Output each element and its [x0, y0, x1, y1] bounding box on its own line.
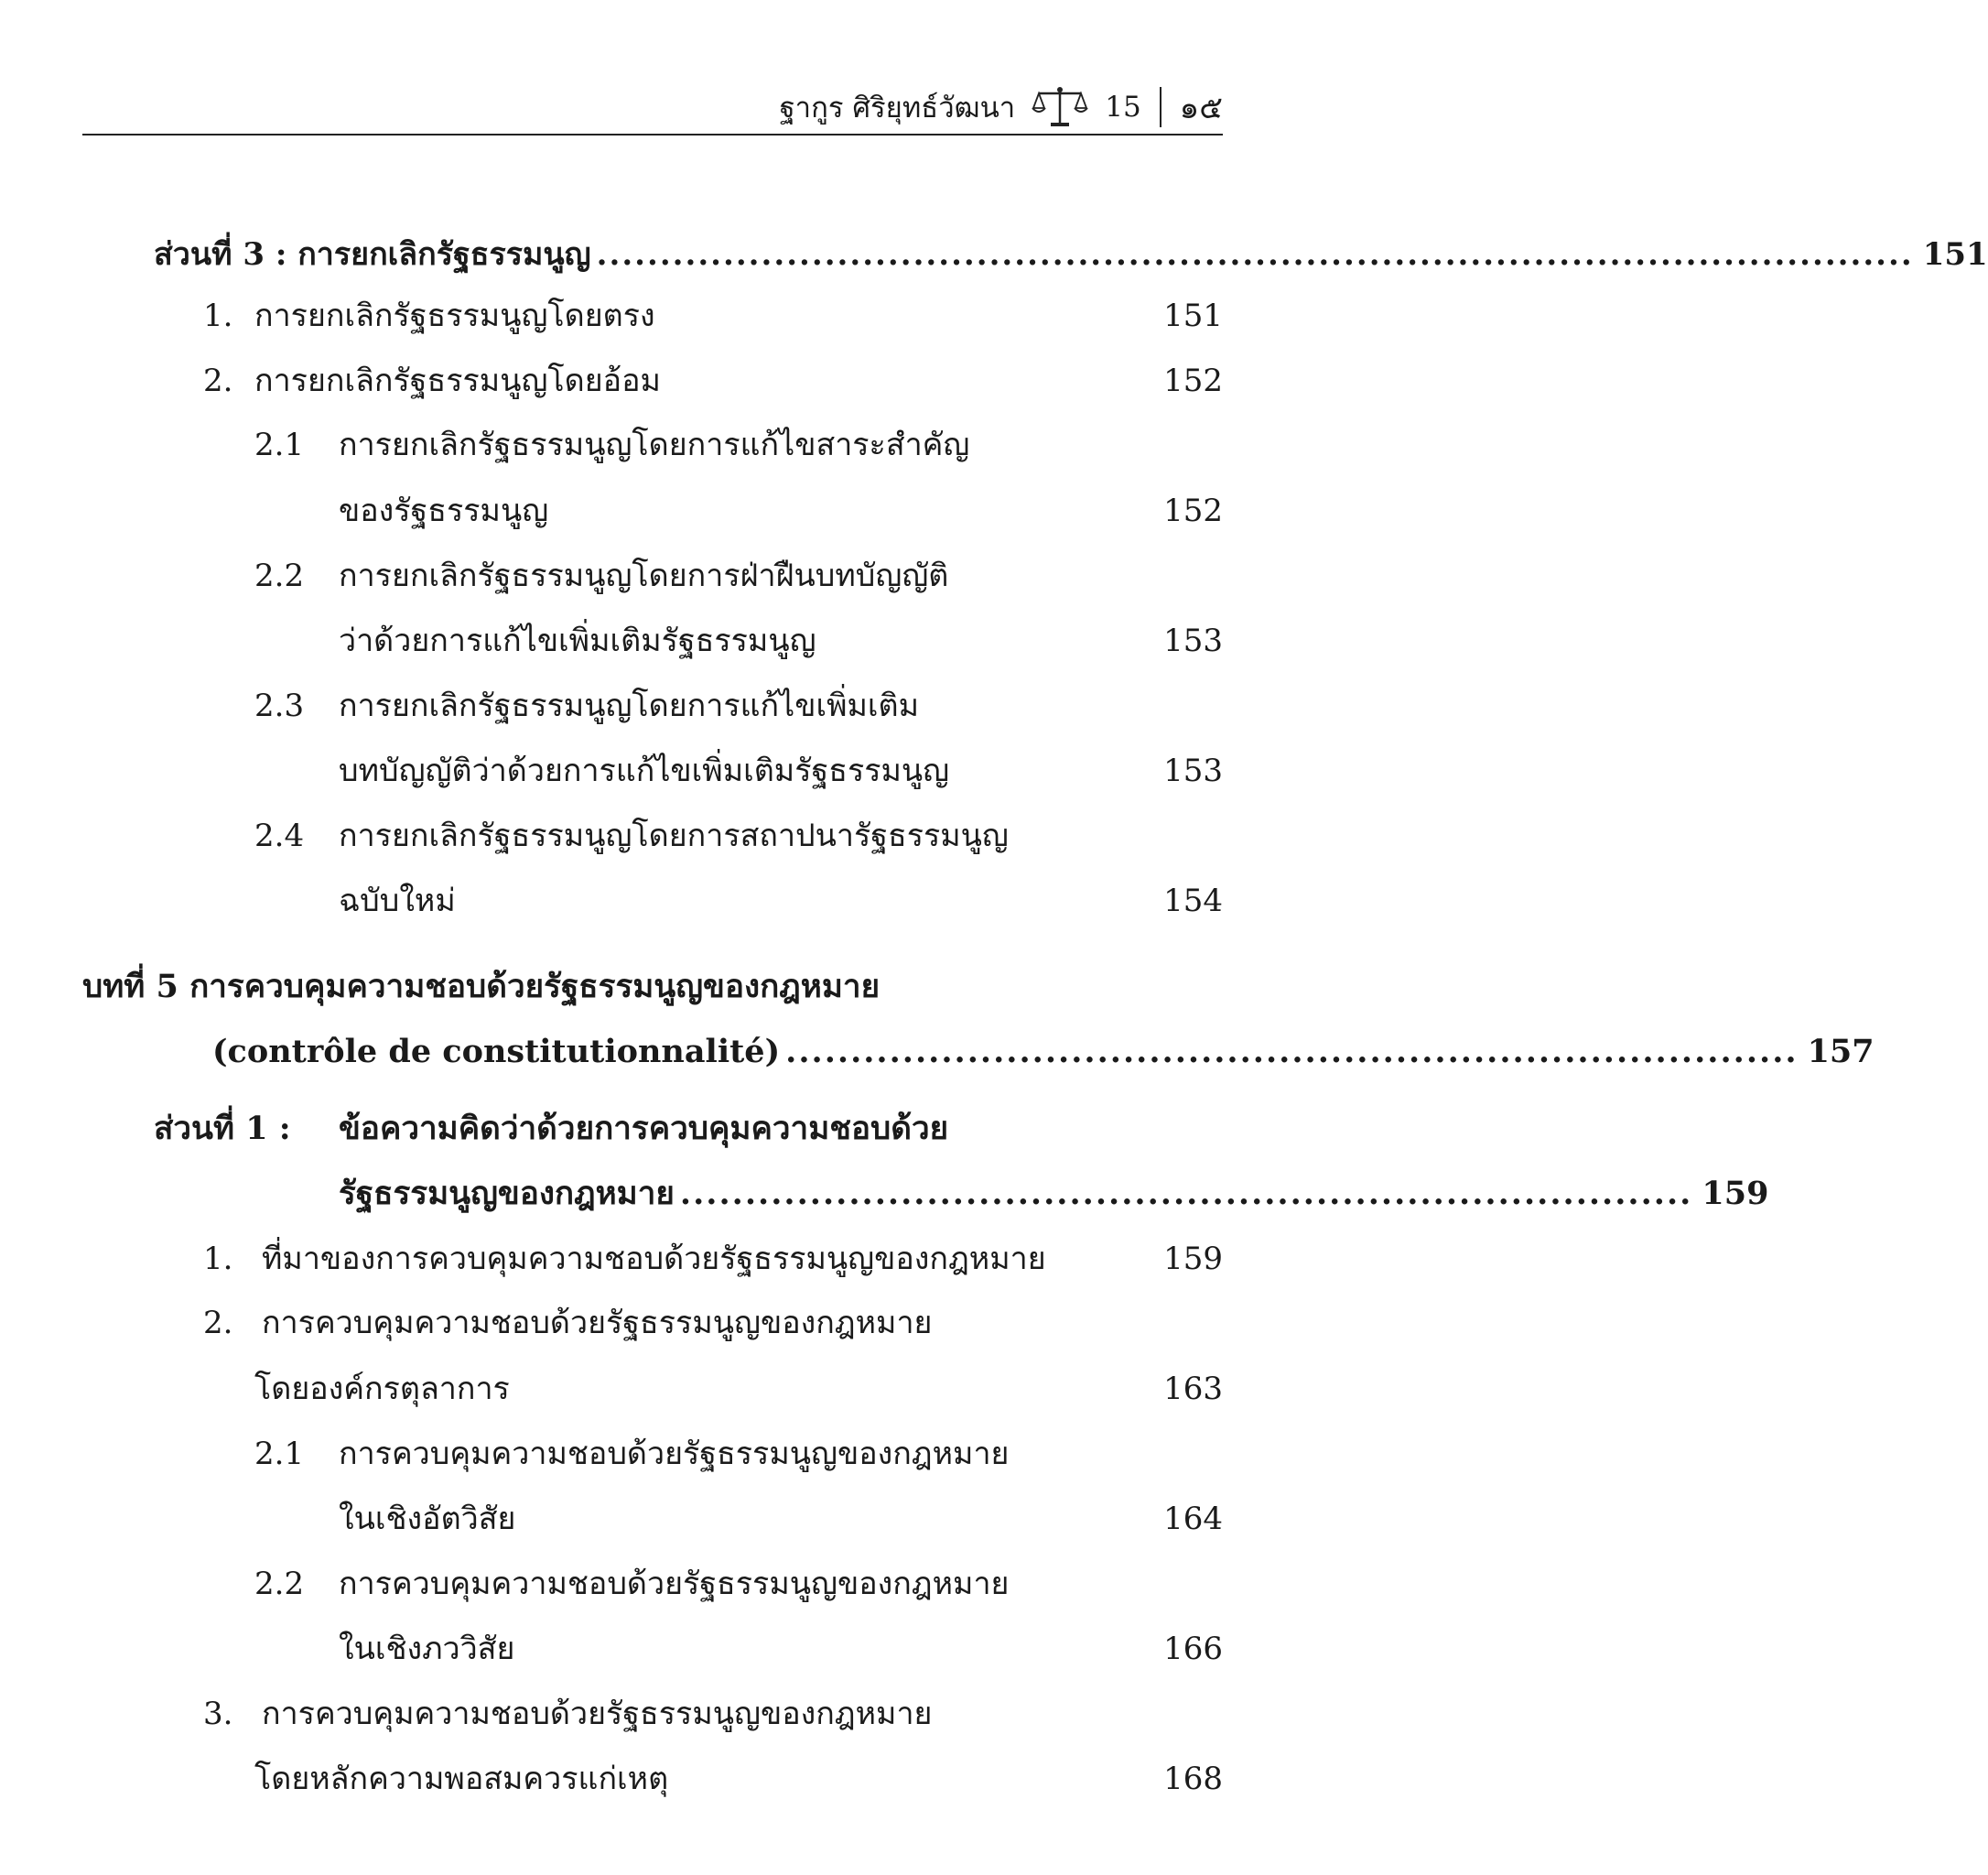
toc-entry-title: การยกเลิกรัฐธรรมนูญโดยตรง — [254, 298, 655, 334]
toc-page-number: 153 — [1163, 623, 1223, 659]
toc-page-number: 153 — [1163, 753, 1223, 789]
toc-entry-title: การยกเลิกรัฐธรรมนูญโดยการแก้ไขสาระสำคัญ — [339, 427, 970, 463]
toc-entry-title: การยกเลิกรัฐธรรมนูญโดยการแก้ไขเพิ่มเติม — [339, 688, 920, 724]
toc-entry-title: ที่มาของการควบคุมความชอบด้วยรัฐธรรมนูญของกฎหมาย — [262, 1241, 1046, 1277]
toc-entry-number: 3. — [203, 1696, 233, 1732]
toc-entry-title-cont: ฉบับใหม่ — [339, 883, 456, 919]
toc-entry-ch5 — [212, 1031, 1875, 1073]
toc-entry-title-cont: ในเชิงอัตวิสัย — [339, 1501, 516, 1537]
toc-entry-title: การยกเลิกรัฐธรรมนูญโดยการฝ่าฝืนบทบัญญัติ — [339, 558, 949, 594]
toc-page-number: 166 — [1163, 1631, 1223, 1667]
toc-page-number: 163 — [1163, 1371, 1223, 1407]
toc-entry-number: 2.1 — [254, 427, 305, 463]
toc-entry-title-cont: ว่าด้วยการแก้ไขเพิ่มเติมรัฐธรรมนูญ — [339, 623, 816, 659]
running-header — [82, 81, 1223, 135]
toc-page-number: 159 — [1163, 1241, 1223, 1277]
toc-entry-title-cont: บทบัญญัติว่าด้วยการแก้ไขเพิ่มเติมรัฐธรรมนูญ — [339, 753, 950, 789]
toc-page-number: 151 — [1922, 236, 1988, 273]
toc-entry-title-cont: โดยองค์กรตุลาการ — [254, 1371, 510, 1407]
toc-entry-title: การยกเลิกรัฐธรรมนูญโดยการสถาปนารัฐธรรมนูญ — [339, 818, 1009, 854]
dot-leader: ........................................................................................................ — [596, 236, 1914, 273]
chapter-heading: บทที่ 5 การควบคุมความชอบด้วยรัฐธรรมนูญของกฎหมาย — [82, 968, 881, 1005]
toc-entry-title-cont: รัฐธรรมนูญของกฎหมาย — [339, 1175, 675, 1212]
dot-leader: .............................................................................. — [785, 1033, 1799, 1070]
toc-page-number: 164 — [1163, 1501, 1223, 1537]
author-name: ฐากูร ศิริยุทธ์วัฒนา — [779, 92, 1016, 125]
toc-entry-number: 2.4 — [254, 818, 305, 854]
toc-entry-title: ข้อความคิดว่าด้วยการควบคุมความชอบด้วย — [339, 1110, 949, 1147]
toc-entry-title-cont: (contrôle de constitutionnalité) — [212, 1033, 781, 1070]
toc-entry-title: การควบคุมความชอบด้วยรัฐธรรมนูญของกฎหมาย — [339, 1566, 1010, 1602]
toc-entry-part1 — [339, 1173, 1769, 1215]
toc-entry-number: 2. — [203, 363, 233, 399]
toc-entry-number: ส่วนที่ 1 : — [154, 1110, 291, 1147]
dot-leader: .............................................................................. — [679, 1175, 1693, 1212]
toc-entry-number: 2.1 — [254, 1436, 305, 1472]
toc-page-number: 151 — [1163, 298, 1223, 334]
toc-entry-number: 2. — [203, 1305, 233, 1341]
toc-entry-title: การควบคุมความชอบด้วยรัฐธรรมนูญของกฎหมาย — [262, 1696, 933, 1732]
toc-page-number: 168 — [1163, 1761, 1223, 1797]
toc-page-number: 154 — [1163, 883, 1223, 919]
toc-entry-part3 — [154, 233, 1988, 276]
toc-entry-title-cont: โดยหลักความพอสมควรแก่เหตุ — [254, 1761, 669, 1797]
toc-entry-number: 1. — [203, 298, 233, 334]
page-number-arabic: 15 — [1105, 91, 1141, 124]
toc-entry-title: การควบคุมความชอบด้วยรัฐธรรมนูญของกฎหมาย — [262, 1305, 933, 1341]
header-divider — [1160, 87, 1161, 127]
toc-entry-number: 2.2 — [254, 558, 305, 594]
toc-entry-number: 2.2 — [254, 1566, 305, 1602]
toc-entry-number: 2.3 — [254, 688, 305, 724]
toc-entry-title-cont: ในเชิงภววิสัย — [339, 1631, 515, 1667]
toc-page-number: 159 — [1702, 1175, 1769, 1212]
toc-page-number: 157 — [1807, 1033, 1875, 1070]
toc-entry-title-cont: ของรัฐธรรมนูญ — [339, 493, 549, 529]
toc-entry-title: การยกเลิกรัฐธรรมนูญโดยอ้อม — [254, 363, 661, 399]
page-number-thai: ๑๕ — [1179, 90, 1223, 126]
toc-entry-number: 1. — [203, 1241, 233, 1277]
toc-entry-title: ส่วนที่ 3 : การยกเลิกรัฐธรรมนูญ — [154, 236, 591, 273]
scales-of-justice-icon — [1032, 84, 1088, 130]
toc-page-number: 152 — [1163, 493, 1223, 529]
toc-entry-title: การควบคุมความชอบด้วยรัฐธรรมนูญของกฎหมาย — [339, 1436, 1010, 1472]
toc-page-number: 152 — [1163, 363, 1223, 399]
